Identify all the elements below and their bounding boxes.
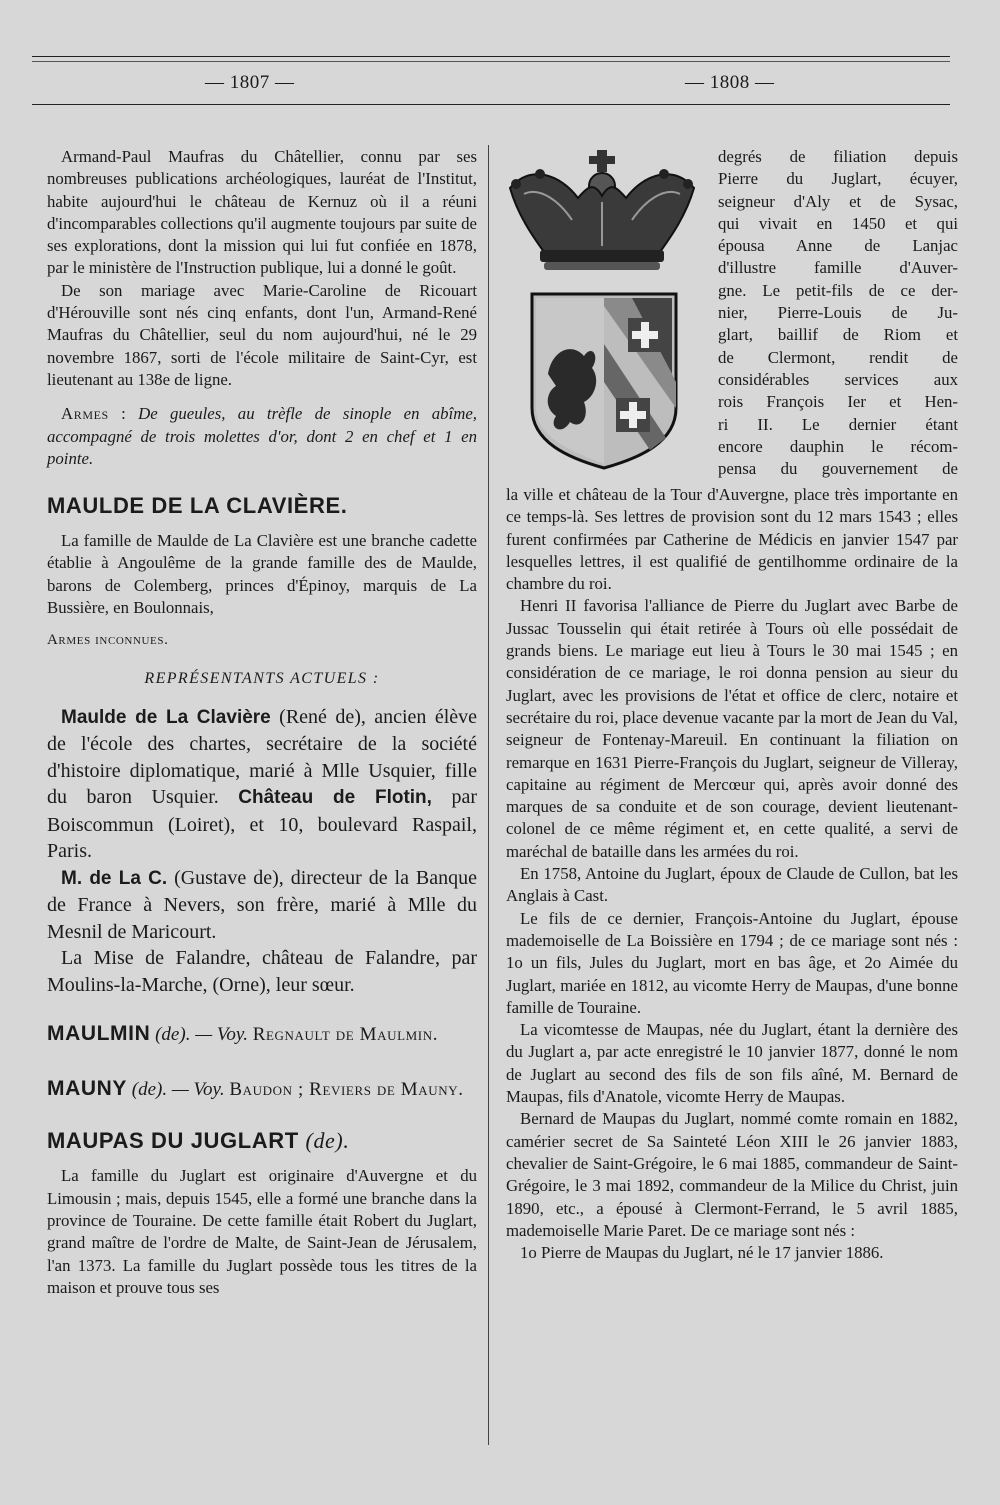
text-line: qui vivait en 1450 et qui [718, 213, 958, 233]
section-heading-particle: (de). [305, 1128, 350, 1154]
text-line: ri II. Le dernier étant [718, 414, 958, 434]
text-line: rois François Ier et Hen- [718, 392, 958, 412]
paragraph: 1o Pierre de Maupas du Juglart, né le 17 janvier 1886. [520, 1243, 884, 1263]
paragraph: la ville et château de la Tour d'Auvergne, place très importante en ce temps-là. Ses lettres de provision sont du 12 mars 1543 ; elles furent confirmées par Catherine de Médicis en janvier 1547 par lesquelles lettres, il est qualifié de gentilhomme ordinaire de la chambre du roi. [506, 485, 958, 594]
armes-paragraph: Armes : De gueules, au trèfle de sinople en abîme, accompagné de trois molettes d'or, dont 2 en chef et 1 en pointe. [47, 404, 477, 468]
representant-text: (Gustave de), directeur de la Banque de France à Nevers, son frère, marié à Mlle du Mesnil de Maricourt. [47, 866, 478, 943]
representant-name: M. de La C. [61, 867, 168, 889]
crown-icon [510, 150, 694, 270]
text-line: nier, Pierre-Louis de Ju- [718, 303, 958, 323]
representants-heading: REPRÉSENTANTS ACTUELS : [144, 669, 380, 687]
top-rule-thin [32, 61, 950, 62]
text-line: Pierre du Juglart, écuyer, [718, 169, 958, 189]
paragraph: La vicomtesse de Maupas, née du Juglart, étant la dernière des du Juglart a, par acte enregistré le 10 janvier 1877, donné le nom de Juglart au second des fils de son fils aîné, M. Bernard de Maupas, fils d'Anatole, vicomte Herry de Maupas. [506, 1020, 958, 1107]
left-column [47, 146, 477, 1299]
crossref-target: Regnault de Maulmin. [252, 1024, 439, 1046]
crossref-voy: — Voy. [195, 1024, 248, 1046]
representant-address: par Boiscommun (Loiret), et 10, boulevard Raspail, Paris. [47, 786, 477, 863]
paragraph: La famille du Juglart est originaire d'Auvergne et du Limousin ; mais, depuis 1545, elle a formé une branche dans la province de Touraine. De cette famille était Robert du Juglart, grand maître de l'ordre de Malte, de Saint-Jean de Jérusalem, l'an 1373. La famille du Juglart possède tous les titres de la maison et prouve tous ses [47, 1166, 477, 1297]
page-number-right: — 1808 — [685, 72, 775, 93]
paragraph: Henri II favorisa l'alliance de Pierre du Juglart avec Barbe de Jussac Tousselin qui était retirée à Tours où elle possédait de grands biens. Le mariage eut lieu à Tours le 30 mai 1545 ; en considération de ce mariage, le roi donna pension au sieur du Juglart, avec les provisions de l'état et office de clerc, notaire et secrétaire du roi, place devenue vacante par la mort de Jean du Val, seigneur de Fontenay-Mareuil. En continuant la filiation on remarque en 1631 Pierre-François du Juglart, seigneur de Villeray, capitaine au régiment de Mercœur qui, après avoir donné des marques de sa conduite et de son courage, devient lieutenant-colonel de ce même régiment et, en cette qualité, a servi de maréchal de bataille dans les armées du roi. [506, 596, 958, 861]
text-line: glart, baillif de Riom et [718, 325, 958, 345]
text-line: de Clermont, rendit de [718, 347, 958, 367]
text-line: d'illustre famille d'Auver- [718, 258, 958, 278]
right-column [506, 146, 958, 1264]
text-line: pensa du gouvernement de [718, 459, 958, 479]
representant-entry: La Mise de Falandre, château de Falandre, par Moulins-la-Marche, (Orne), leur sœur. [47, 947, 477, 996]
column-separator [488, 145, 489, 1445]
crossref-name: MAULMIN [47, 1022, 151, 1046]
crossref-particle: (de). [131, 1078, 168, 1100]
header-rule [32, 104, 950, 105]
section-heading: MAULDE DE LA CLAVIÈRE. [47, 493, 348, 519]
text-line: considérables services aux [718, 369, 958, 389]
crossref-name: MAUNY [47, 1076, 127, 1100]
representant-entry [47, 865, 477, 946]
crossref-entry [47, 1020, 477, 1049]
text-line: gne. Le petit-fils de ce der- [718, 280, 958, 300]
section-heading-text: MAUPAS DU JUGLART [47, 1128, 299, 1154]
representant-name: Maulde de La Clavière [61, 706, 271, 728]
text-line: épousa Anne de Lanjac [718, 236, 958, 256]
armes-inconnues: Armes inconnues. [47, 632, 169, 649]
armes-label: Armes [61, 404, 109, 424]
paragraph: Bernard de Maupas du Juglart, nommé comte romain en 1882, camérier secret de Sa Sainteté Léon XIII le 26 janvier 1883, chevalier de Saint-Grégoire, le 6 mai 1885, commandeur de Saint-Grégoire, le 3 mai 1892, commandeur de la Milice du Christ, juin 1890, etc., a épousé à Clermont-Ferrand, le 5 avril 1885, mademoiselle Marie Paret. De ce mariage sont nés : [506, 1109, 958, 1240]
shield-icon [532, 294, 676, 468]
paragraph: En 1758, Antoine du Juglart, époux de Claude de Cullon, bat les Anglais à Cast. [506, 864, 958, 906]
paragraph: La famille de Maulde de La Clavière est une branche cadette établie à Angoulême de la grande famille des de Maulde, barons de Colemberg, princes d'Épinoy, marquis de La Bussière, en Boulonnais, [47, 531, 477, 618]
text-line: encore dauphin le récom- [718, 436, 958, 456]
crossref-entry [47, 1075, 477, 1104]
text-line: seigneur d'Aly et de Sysac, [718, 191, 958, 211]
representant-text: (René de), ancien élève de l'école des chartes, secrétaire de la société d'histoire diplomatique, marié à Mlle Usquier, fille du baron Usquier. [47, 705, 478, 809]
coat-of-arms-image [500, 146, 712, 484]
crossref-target: Baudon ; Reviers de Mauny. [229, 1078, 464, 1100]
top-rule [32, 56, 950, 57]
crossref-voy: — Voy. [171, 1078, 225, 1100]
representant-entry [47, 704, 477, 865]
chateau-label: Château de Flotin, [238, 787, 432, 809]
coat-of-arms [500, 146, 712, 484]
page-number-left: — 1807 — [205, 72, 295, 93]
crossref-particle: (de). [155, 1024, 191, 1046]
paragraph: Le fils de ce dernier, François-Antoine du Juglart, épouse mademoiselle de La Boissière en 1794 ; de ce mariage sont nés : 1o un fils, Jules du Juglart, mort en bas âge, et 2o Aimée du Juglart, mariée en 1812, au vicomte Herry de Maupas, d'une bonne famille de Touraine. [506, 908, 958, 1017]
paragraph: Armand-Paul Maufras du Châtellier, connu par ses nombreuses publications archéologiques, lauréat de l'Institut, habite aujourd'hui le château de Kernuz où il a réuni d'incomparables collections qu'il augmente toujours par suite de ses explorations, dont la mission qui lui fut confiée en 1878, par le ministère de l'Instruction publique, lui a donné le goût. [47, 147, 477, 278]
armes-text: De gueules, au trèfle de sinople en abîme, accompagné de trois molettes d'or, dont 2 en chef et 1 en pointe. [47, 404, 477, 468]
paragraph: De son mariage avec Marie-Caroline de Ricouart d'Hérouville sont nés cinq enfants, dont l'un, Armand-René Maufras du Châtellier, seul du nom aujourd'hui, né le 29 novembre 1867, sorti de l'école militaire de Saint-Cyr, est lieutenant au 138e de ligne. [47, 280, 477, 389]
text-line: degrés de filiation depuis [718, 147, 958, 166]
section-heading [47, 1127, 477, 1155]
